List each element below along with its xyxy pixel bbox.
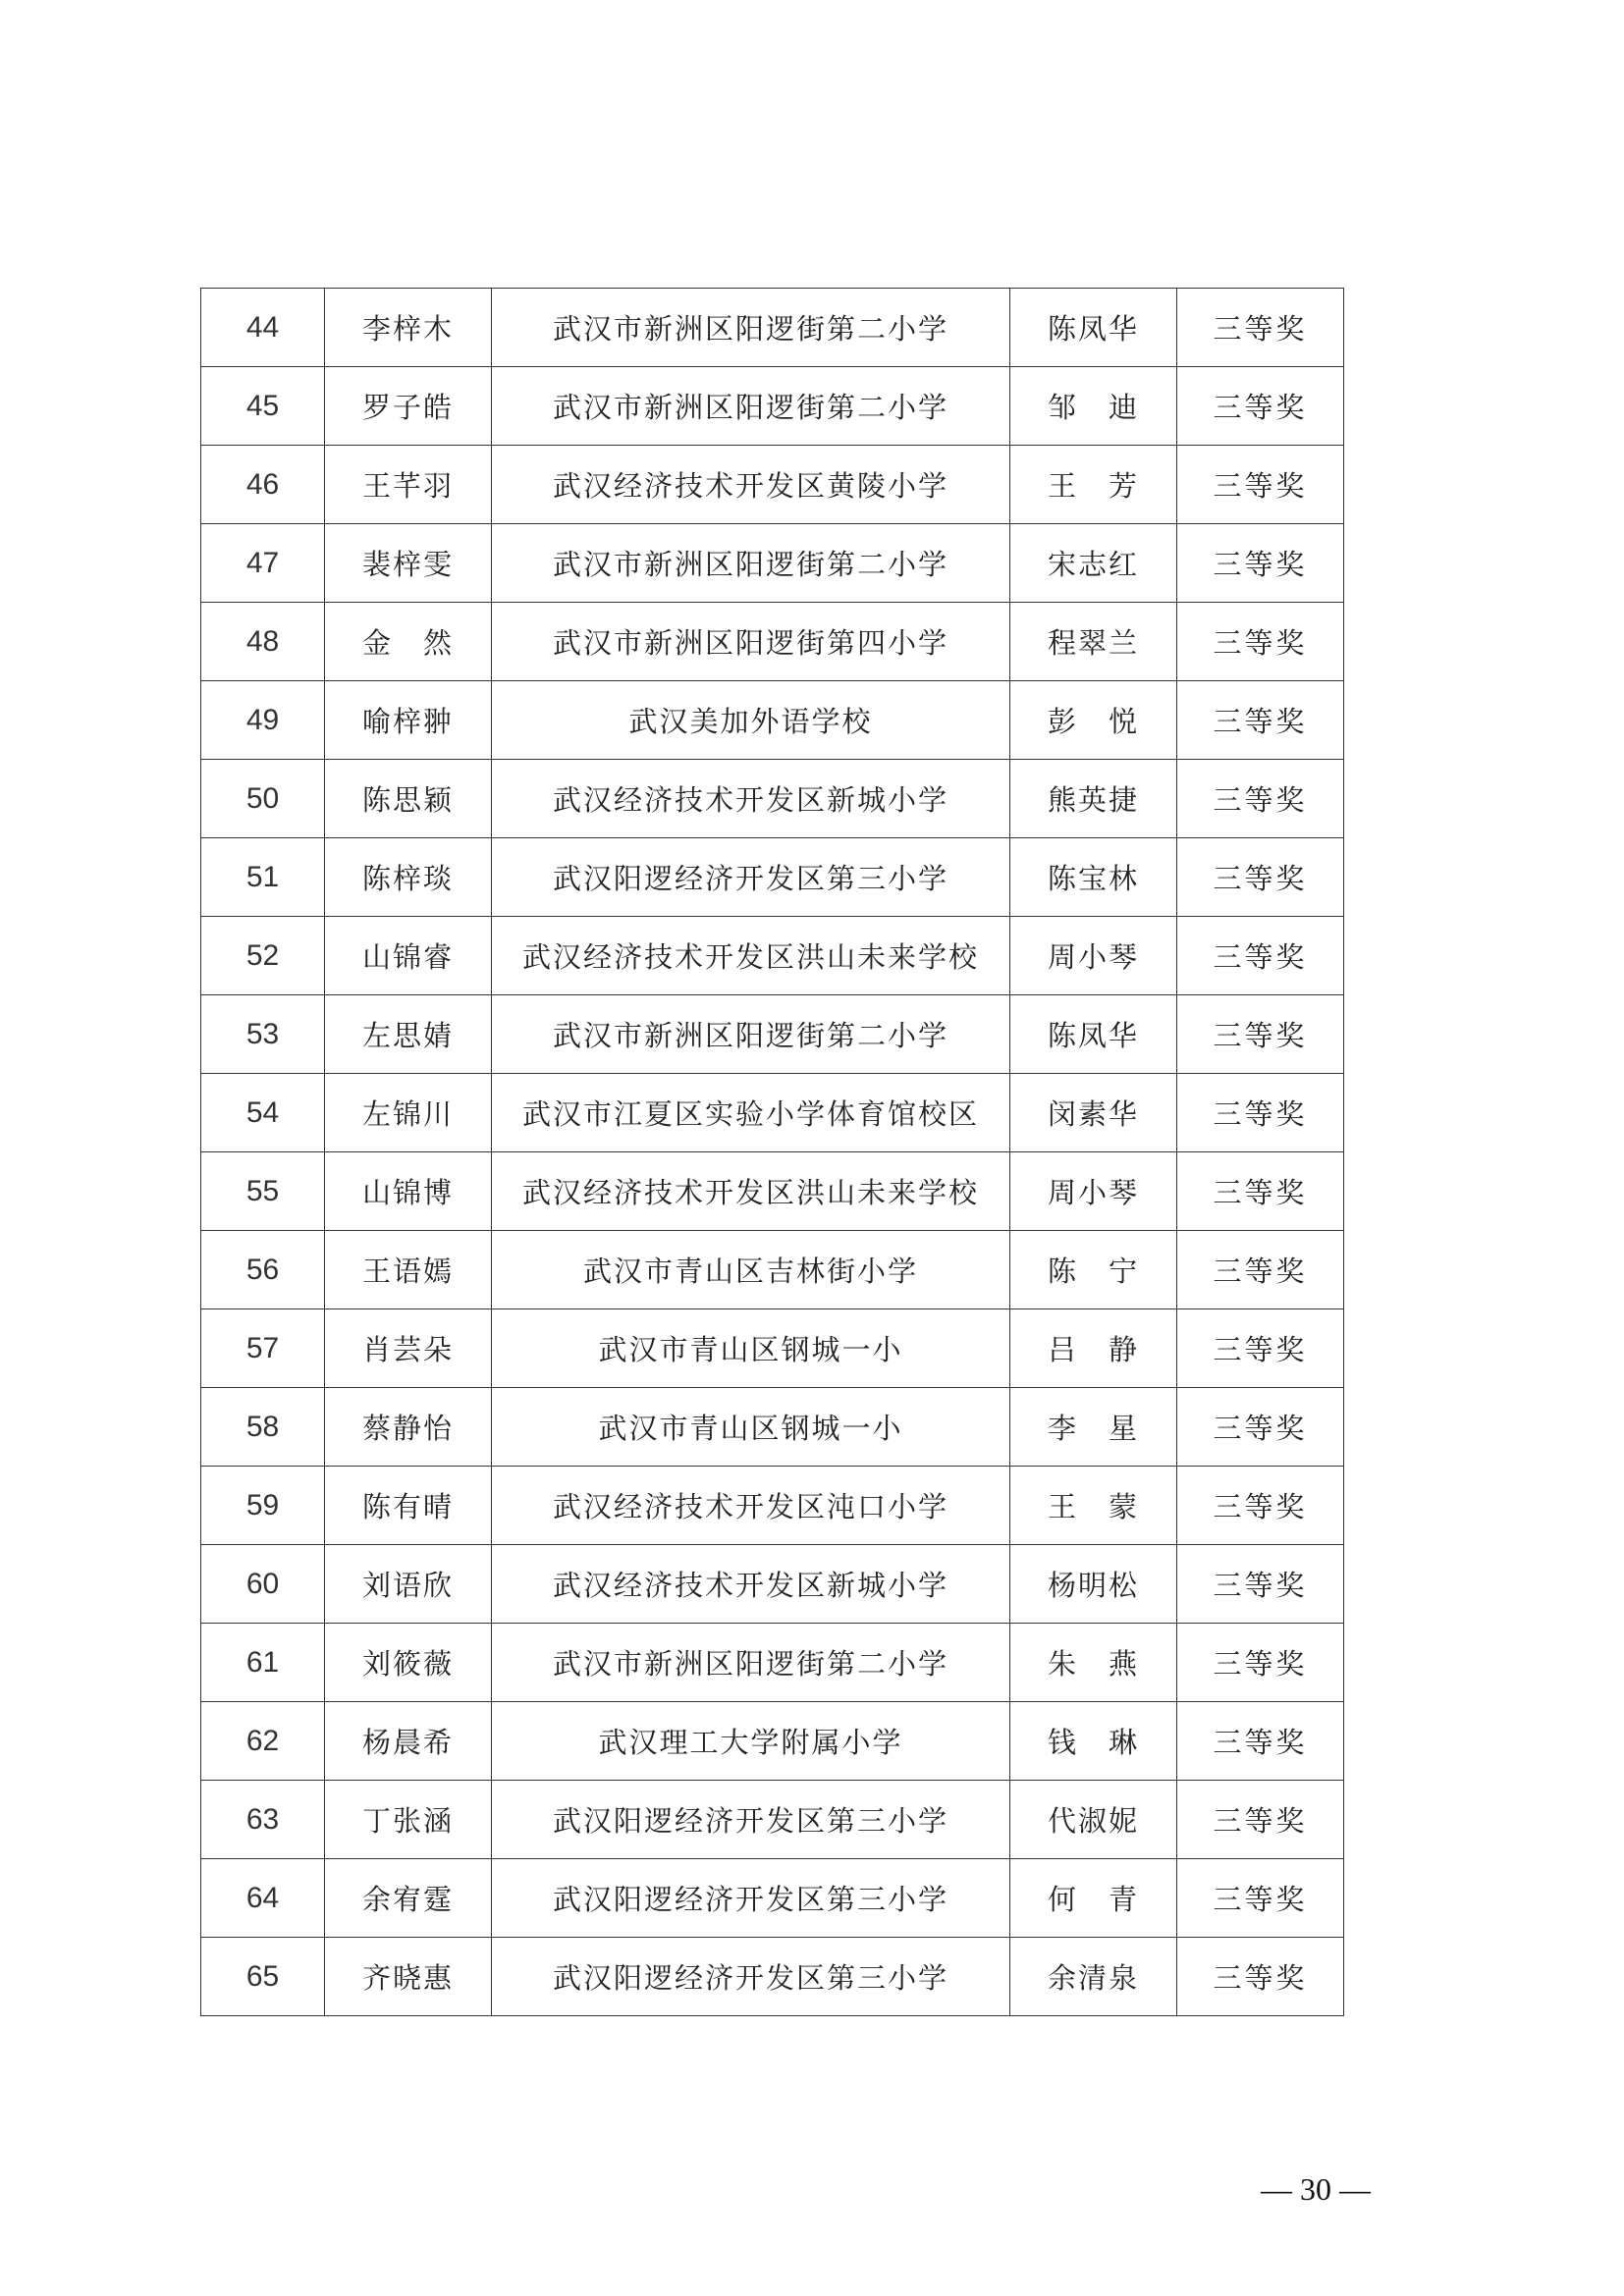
school-name-cell: 武汉阳逻经济开发区第三小学 (492, 1781, 1010, 1859)
teacher-name-cell: 吕 静 (1010, 1309, 1177, 1388)
student-name-cell: 王语嫣 (325, 1231, 492, 1309)
table-row (201, 1231, 1344, 1309)
row-number-cell: 51 (201, 838, 325, 917)
student-name-cell: 左锦川 (325, 1074, 492, 1152)
school-name-cell: 武汉经济技术开发区黄陵小学 (492, 446, 1010, 524)
student-name-cell: 陈思颖 (325, 760, 492, 838)
table-row (201, 1624, 1344, 1702)
row-number-cell: 53 (201, 995, 325, 1074)
row-number-cell: 60 (201, 1545, 325, 1624)
school-name-cell: 武汉市新洲区阳逻街第二小学 (492, 995, 1010, 1074)
award-level-cell: 三等奖 (1177, 1859, 1344, 1938)
award-level-cell: 三等奖 (1177, 760, 1344, 838)
row-number-cell: 63 (201, 1781, 325, 1859)
school-name-cell: 武汉市新洲区阳逻街第二小学 (492, 1624, 1010, 1702)
award-level-cell: 三等奖 (1177, 1152, 1344, 1231)
award-level-cell: 三等奖 (1177, 1702, 1344, 1781)
school-name-cell: 武汉市江夏区实验小学体育馆校区 (492, 1074, 1010, 1152)
teacher-name-cell: 邹 迪 (1010, 367, 1177, 446)
table-row (201, 1702, 1344, 1781)
row-number-cell: 55 (201, 1152, 325, 1231)
row-number-cell: 65 (201, 1938, 325, 2016)
row-number-cell: 54 (201, 1074, 325, 1152)
row-number-cell: 64 (201, 1859, 325, 1938)
table-row (201, 760, 1344, 838)
student-name-cell: 李梓木 (325, 289, 492, 367)
award-level-cell: 三等奖 (1177, 1231, 1344, 1309)
award-level-cell: 三等奖 (1177, 1624, 1344, 1702)
student-name-cell: 左思婧 (325, 995, 492, 1074)
teacher-name-cell: 陈宝林 (1010, 838, 1177, 917)
student-name-cell: 山锦睿 (325, 917, 492, 995)
school-name-cell: 武汉阳逻经济开发区第三小学 (492, 1859, 1010, 1938)
student-name-cell: 裴梓雯 (325, 524, 492, 603)
row-number-cell: 46 (201, 446, 325, 524)
award-level-cell: 三等奖 (1177, 603, 1344, 681)
table-row (201, 1388, 1344, 1467)
school-name-cell: 武汉美加外语学校 (492, 681, 1010, 760)
student-name-cell: 罗子皓 (325, 367, 492, 446)
teacher-name-cell: 朱 燕 (1010, 1624, 1177, 1702)
award-level-cell: 三等奖 (1177, 1938, 1344, 2016)
teacher-name-cell: 王 蒙 (1010, 1467, 1177, 1545)
table-row (201, 446, 1344, 524)
table-row (201, 681, 1344, 760)
student-name-cell: 山锦博 (325, 1152, 492, 1231)
row-number-cell: 52 (201, 917, 325, 995)
school-name-cell: 武汉市青山区钢城一小 (492, 1309, 1010, 1388)
table-row (201, 524, 1344, 603)
award-level-cell: 三等奖 (1177, 1545, 1344, 1624)
page-number: — 30 — (1261, 2171, 1371, 2207)
teacher-name-cell: 陈凤华 (1010, 289, 1177, 367)
teacher-name-cell: 熊英捷 (1010, 760, 1177, 838)
school-name-cell: 武汉经济技术开发区新城小学 (492, 760, 1010, 838)
student-name-cell: 余宥霆 (325, 1859, 492, 1938)
award-level-cell: 三等奖 (1177, 681, 1344, 760)
school-name-cell: 武汉市新洲区阳逻街第四小学 (492, 603, 1010, 681)
school-name-cell: 武汉阳逻经济开发区第三小学 (492, 838, 1010, 917)
award-level-cell: 三等奖 (1177, 917, 1344, 995)
award-list-table (200, 288, 1344, 2016)
table-row (201, 838, 1344, 917)
award-level-cell: 三等奖 (1177, 446, 1344, 524)
student-name-cell: 金 然 (325, 603, 492, 681)
award-level-cell: 三等奖 (1177, 838, 1344, 917)
row-number-cell: 45 (201, 367, 325, 446)
school-name-cell: 武汉市青山区吉林街小学 (492, 1231, 1010, 1309)
teacher-name-cell: 周小琴 (1010, 1152, 1177, 1231)
teacher-name-cell: 程翠兰 (1010, 603, 1177, 681)
award-table-body (201, 289, 1344, 2016)
award-level-cell: 三等奖 (1177, 1388, 1344, 1467)
table-row (201, 995, 1344, 1074)
teacher-name-cell: 杨明松 (1010, 1545, 1177, 1624)
teacher-name-cell: 宋志红 (1010, 524, 1177, 603)
teacher-name-cell: 李 星 (1010, 1388, 1177, 1467)
award-level-cell: 三等奖 (1177, 1309, 1344, 1388)
school-name-cell: 武汉经济技术开发区沌口小学 (492, 1467, 1010, 1545)
school-name-cell: 武汉市新洲区阳逻街第二小学 (492, 524, 1010, 603)
teacher-name-cell: 代淑妮 (1010, 1781, 1177, 1859)
row-number-cell: 58 (201, 1388, 325, 1467)
table-row (201, 1309, 1344, 1388)
row-number-cell: 44 (201, 289, 325, 367)
award-level-cell: 三等奖 (1177, 524, 1344, 603)
school-name-cell: 武汉理工大学附属小学 (492, 1702, 1010, 1781)
teacher-name-cell: 闵素华 (1010, 1074, 1177, 1152)
teacher-name-cell: 王 芳 (1010, 446, 1177, 524)
row-number-cell: 47 (201, 524, 325, 603)
teacher-name-cell: 何 青 (1010, 1859, 1177, 1938)
school-name-cell: 武汉阳逻经济开发区第三小学 (492, 1938, 1010, 2016)
table-row (201, 1545, 1344, 1624)
teacher-name-cell: 陈凤华 (1010, 995, 1177, 1074)
table-row (201, 1859, 1344, 1938)
row-number-cell: 48 (201, 603, 325, 681)
teacher-name-cell: 陈 宁 (1010, 1231, 1177, 1309)
table-row (201, 1938, 1344, 2016)
table-row (201, 367, 1344, 446)
student-name-cell: 杨晨希 (325, 1702, 492, 1781)
school-name-cell: 武汉经济技术开发区洪山未来学校 (492, 917, 1010, 995)
school-name-cell: 武汉经济技术开发区洪山未来学校 (492, 1152, 1010, 1231)
student-name-cell: 齐晓惠 (325, 1938, 492, 2016)
school-name-cell: 武汉市新洲区阳逻街第二小学 (492, 289, 1010, 367)
student-name-cell: 刘语欣 (325, 1545, 492, 1624)
table-row (201, 603, 1344, 681)
teacher-name-cell: 彭 悦 (1010, 681, 1177, 760)
row-number-cell: 57 (201, 1309, 325, 1388)
row-number-cell: 62 (201, 1702, 325, 1781)
row-number-cell: 56 (201, 1231, 325, 1309)
table-row (201, 1152, 1344, 1231)
student-name-cell: 肖芸朵 (325, 1309, 492, 1388)
row-number-cell: 49 (201, 681, 325, 760)
teacher-name-cell: 余清泉 (1010, 1938, 1177, 2016)
school-name-cell: 武汉经济技术开发区新城小学 (492, 1545, 1010, 1624)
student-name-cell: 喻梓翀 (325, 681, 492, 760)
school-name-cell: 武汉市新洲区阳逻街第二小学 (492, 367, 1010, 446)
award-level-cell: 三等奖 (1177, 289, 1344, 367)
table-row (201, 289, 1344, 367)
award-level-cell: 三等奖 (1177, 1467, 1344, 1545)
table-row (201, 1074, 1344, 1152)
student-name-cell: 陈梓琰 (325, 838, 492, 917)
award-level-cell: 三等奖 (1177, 367, 1344, 446)
award-level-cell: 三等奖 (1177, 995, 1344, 1074)
student-name-cell: 刘筱薇 (325, 1624, 492, 1702)
school-name-cell: 武汉市青山区钢城一小 (492, 1388, 1010, 1467)
table-row (201, 1467, 1344, 1545)
student-name-cell: 王芊羽 (325, 446, 492, 524)
row-number-cell: 50 (201, 760, 325, 838)
student-name-cell: 蔡静怡 (325, 1388, 492, 1467)
student-name-cell: 丁张涵 (325, 1781, 492, 1859)
row-number-cell: 59 (201, 1467, 325, 1545)
row-number-cell: 61 (201, 1624, 325, 1702)
table-row (201, 1781, 1344, 1859)
award-level-cell: 三等奖 (1177, 1781, 1344, 1859)
award-level-cell: 三等奖 (1177, 1074, 1344, 1152)
teacher-name-cell: 周小琴 (1010, 917, 1177, 995)
teacher-name-cell: 钱 琳 (1010, 1702, 1177, 1781)
table-row (201, 917, 1344, 995)
student-name-cell: 陈有晴 (325, 1467, 492, 1545)
